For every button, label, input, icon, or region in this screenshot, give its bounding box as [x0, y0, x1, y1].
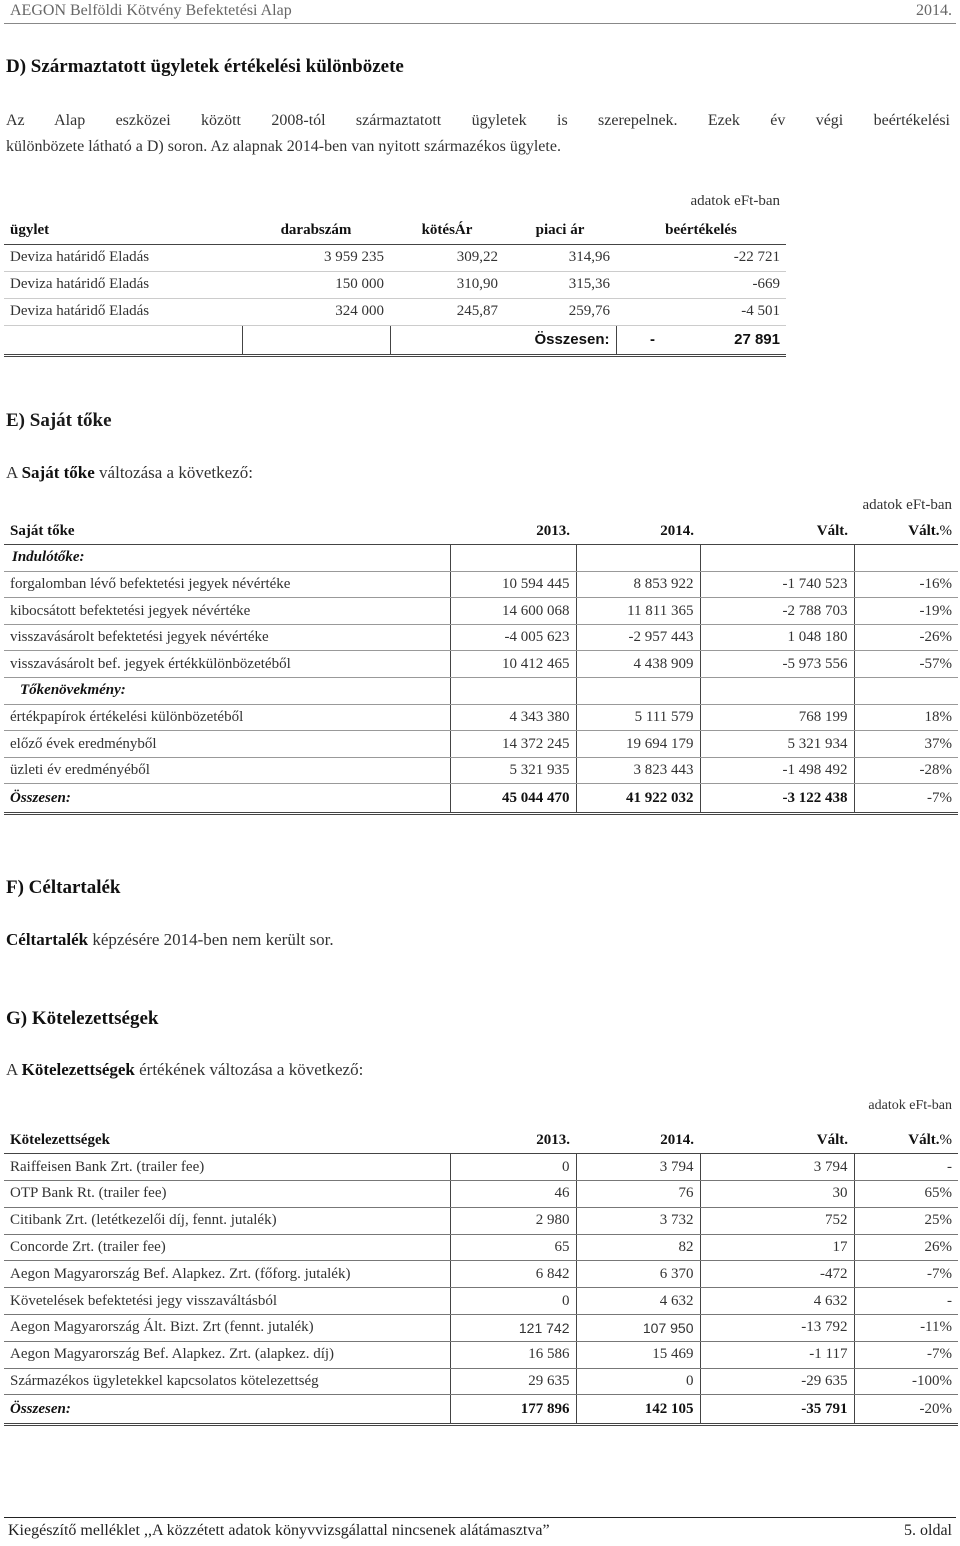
cell: -28%: [854, 757, 958, 784]
cell: 259,76: [504, 298, 616, 325]
cell: Concorde Zrt. (trailer fee): [4, 1234, 450, 1261]
cell: Származékos ügyletekkel kapcsolatos kötelezettség: [4, 1368, 450, 1395]
page-footer: [4, 1517, 956, 1540]
total-row: [4, 1395, 958, 1425]
cell: -3 122 438: [700, 784, 854, 814]
total-value-cell: [616, 325, 786, 355]
cell: -: [854, 1288, 958, 1315]
cell: [854, 545, 958, 572]
cell: 177 896: [450, 1395, 576, 1425]
derivatives-table: [4, 217, 786, 357]
cell: 4 438 909: [576, 651, 700, 678]
cell: 18%: [854, 704, 958, 731]
table-row: [4, 1368, 958, 1395]
table-row: [4, 704, 958, 731]
total-dash: -: [650, 331, 655, 348]
cell: 3 732: [576, 1207, 700, 1234]
cell: 309,22: [390, 244, 504, 271]
col-header-valt-pct-label: Vált.: [908, 522, 940, 539]
cell: -57%: [854, 651, 958, 678]
cell: 752: [700, 1207, 854, 1234]
col-header-valt-pct: [854, 518, 958, 545]
cell: Deviza határidő Eladás: [4, 271, 242, 298]
cell: 315,36: [504, 271, 616, 298]
intro-suffix: változása a következő:: [94, 463, 253, 482]
section-d-para-line1: Az Alap eszközei között 2008-tól származtatott ügyletek is szerepelnek. Ezek év végi beértékelési: [6, 112, 950, 129]
cell: -22 721: [616, 244, 786, 271]
cell: 5 111 579: [576, 704, 700, 731]
cell: 17: [700, 1234, 854, 1261]
cell: -472: [700, 1261, 854, 1288]
intro-bold: Kötelezettségek: [21, 1060, 135, 1079]
cell: Aegon Magyarország Ált. Bizt. Zrt (fennt. jutalék): [4, 1315, 450, 1342]
cell: 0: [576, 1368, 700, 1395]
table-row: [4, 731, 958, 758]
header-title: AEGON Belföldi Kötvény Befektetési Alap: [10, 2, 292, 19]
cell: 3 823 443: [576, 757, 700, 784]
section-g-unit: adatok eFt-ban: [868, 1098, 952, 1113]
intro-suffix: értékének változása a következő:: [134, 1060, 364, 1079]
cell: 41 922 032: [576, 784, 700, 814]
cell: [854, 678, 958, 705]
cell: [4, 325, 242, 355]
cell: Raiffeisen Bank Zrt. (trailer fee): [4, 1154, 450, 1181]
table-row: [4, 1315, 958, 1342]
cell: [390, 325, 504, 355]
cell: 4 632: [700, 1288, 854, 1315]
cell: 65: [450, 1234, 576, 1261]
section-f-title: F) Céltartalék: [6, 877, 121, 898]
cell: -11%: [854, 1315, 958, 1342]
cell: -5 973 556: [700, 651, 854, 678]
cell: 107 950: [576, 1315, 700, 1342]
table-row: [4, 271, 786, 298]
cell: 14 372 245: [450, 731, 576, 758]
table-row: [4, 1261, 958, 1288]
group-row: [4, 678, 958, 705]
cell: [576, 545, 700, 572]
cell: -669: [616, 271, 786, 298]
col-header-valt: Vált.: [700, 1127, 854, 1154]
cell: 768 199: [700, 704, 854, 731]
cell: -35 791: [700, 1395, 854, 1425]
cell: visszavásárolt bef. jegyek értékkülönbözetéből: [4, 651, 450, 678]
cell: 25%: [854, 1207, 958, 1234]
cell: 15 469: [576, 1341, 700, 1368]
cell: -4 005 623: [450, 624, 576, 651]
section-e-unit: adatok eFt-ban: [862, 497, 952, 513]
section-f-text: [6, 930, 334, 950]
total-label: Összesen:: [4, 784, 450, 814]
table-row: [4, 624, 958, 651]
cell: 26%: [854, 1234, 958, 1261]
cell: értékpapírok értékelési különbözetéből: [4, 704, 450, 731]
section-d-title: D) Származtatott ügyletek értékelési különbözete: [6, 56, 404, 77]
cell: 8 853 922: [576, 571, 700, 598]
col-header-pct-sign: %: [939, 1131, 952, 1148]
cell: Követelések befektetési jegy visszaváltásból: [4, 1288, 450, 1315]
cell: 121 742: [450, 1315, 576, 1342]
cell: előző évek eredményből: [4, 731, 450, 758]
col-header-kotesar: kötésÁr: [390, 217, 504, 244]
cell: -2 957 443: [576, 624, 700, 651]
cell: Aegon Magyarország Bef. Alapkez. Zrt. (főforg. jutalék): [4, 1261, 450, 1288]
intro-prefix: A: [6, 1060, 22, 1079]
cell: 1 048 180: [700, 624, 854, 651]
section-d-para-line2: különbözete látható a D) soron. Az alapnak 2014-ben van nyitott származékos ügylete.: [6, 138, 561, 155]
cell: -: [854, 1154, 958, 1181]
table-header-row: [4, 1127, 958, 1154]
cell: [450, 545, 576, 572]
cell: -7%: [854, 1261, 958, 1288]
cell: 29 635: [450, 1368, 576, 1395]
cell: -1 740 523: [700, 571, 854, 598]
cell: [700, 545, 854, 572]
cell: 76: [576, 1181, 700, 1208]
col-header-sajat-toke: Saját tőke: [4, 518, 450, 545]
table-row: [4, 571, 958, 598]
cell: 16 586: [450, 1341, 576, 1368]
cell: -29 635: [700, 1368, 854, 1395]
total-value: 27 891: [734, 331, 780, 348]
cell: 3 959 235: [242, 244, 390, 271]
cell: 4 632: [576, 1288, 700, 1315]
cell: -13 792: [700, 1315, 854, 1342]
intro-bold: Saját tőke: [21, 463, 95, 482]
table-header-row: [4, 217, 786, 244]
cell: Deviza határidő Eladás: [4, 298, 242, 325]
table-row: [4, 1234, 958, 1261]
cell: 14 600 068: [450, 598, 576, 625]
table-row: [4, 244, 786, 271]
cell: 3 794: [700, 1154, 854, 1181]
cell: 30: [700, 1181, 854, 1208]
cell: 5 321 934: [700, 731, 854, 758]
cell: 5 321 935: [450, 757, 576, 784]
cell: 6 842: [450, 1261, 576, 1288]
col-header-2014: 2014.: [576, 518, 700, 545]
cell: -4 501: [616, 298, 786, 325]
cell: 19 694 179: [576, 731, 700, 758]
cell: 37%: [854, 731, 958, 758]
cell: 142 105: [576, 1395, 700, 1425]
cell: 65%: [854, 1181, 958, 1208]
cell: kibocsátott befektetési jegyek névértéke: [4, 598, 450, 625]
col-header-2013: 2013.: [450, 1127, 576, 1154]
cell: 0: [450, 1154, 576, 1181]
col-header-beertekeles: beértékelés: [616, 217, 786, 244]
section-d-unit: adatok eFt-ban: [690, 193, 780, 209]
col-header-2013: 2013.: [450, 518, 576, 545]
col-header-valt-pct-label: Vált.: [908, 1131, 940, 1148]
group-label: Indulótőke:: [4, 545, 450, 572]
col-header-valt: Vált.: [700, 518, 854, 545]
intro-prefix: A: [6, 463, 22, 482]
cell: -100%: [854, 1368, 958, 1395]
cell: 45 044 470: [450, 784, 576, 814]
cell: -26%: [854, 624, 958, 651]
table-row: [4, 1288, 958, 1315]
total-label: Összesen:: [4, 1395, 450, 1425]
table-row: [4, 1181, 958, 1208]
cell: -16%: [854, 571, 958, 598]
cell: 245,87: [390, 298, 504, 325]
page-number: 5. oldal: [904, 1522, 952, 1539]
cell: 6 370: [576, 1261, 700, 1288]
cell: [242, 325, 390, 355]
cell: 324 000: [242, 298, 390, 325]
section-e-intro: [6, 463, 253, 483]
text-bold: Céltartalék: [6, 930, 89, 949]
cell: Citibank Zrt. (letétkezelői díj, fennt. jutalék): [4, 1207, 450, 1234]
col-header-2014: 2014.: [576, 1127, 700, 1154]
cell: OTP Bank Rt. (trailer fee): [4, 1181, 450, 1208]
cell: üzleti év eredményéből: [4, 757, 450, 784]
group-label: Tőkenövekmény:: [4, 678, 450, 705]
col-header-valt-pct: [854, 1127, 958, 1154]
table-row: [4, 757, 958, 784]
cell: [450, 678, 576, 705]
group-row: [4, 545, 958, 572]
cell: Deviza határidő Eladás: [4, 244, 242, 271]
cell: 314,96: [504, 244, 616, 271]
table-row: [4, 1207, 958, 1234]
total-row: [4, 784, 958, 814]
cell: 150 000: [242, 271, 390, 298]
total-label: Összesen:: [504, 325, 616, 355]
cell: -1 117: [700, 1341, 854, 1368]
table-row: [4, 598, 958, 625]
cell: [700, 678, 854, 705]
cell: -7%: [854, 784, 958, 814]
col-header-ugylet: ügylet: [4, 217, 242, 244]
col-header-darabszam: darabszám: [242, 217, 390, 244]
section-e-title: E) Saját tőke: [6, 410, 112, 431]
cell: 0: [450, 1288, 576, 1315]
header-year: 2014.: [916, 2, 952, 19]
cell: 2 980: [450, 1207, 576, 1234]
cell: [576, 678, 700, 705]
cell: 46: [450, 1181, 576, 1208]
cell: -19%: [854, 598, 958, 625]
page-header: [4, 0, 956, 24]
cell: 82: [576, 1234, 700, 1261]
cell: -7%: [854, 1341, 958, 1368]
cell: -20%: [854, 1395, 958, 1425]
cell: 10 594 445: [450, 571, 576, 598]
total-row: [4, 325, 786, 355]
cell: 3 794: [576, 1154, 700, 1181]
col-header-piaci-ar: piaci ár: [504, 217, 616, 244]
liabilities-table: [4, 1127, 958, 1426]
text-rest: képzésére 2014-ben nem került sor.: [88, 930, 334, 949]
table-row: [4, 1341, 958, 1368]
table-row: [4, 651, 958, 678]
cell: -1 498 492: [700, 757, 854, 784]
col-header-kotelezettsegek: Kötelezettségek: [4, 1127, 450, 1154]
section-g-intro: [6, 1060, 363, 1080]
col-header-pct-sign: %: [939, 522, 952, 539]
equity-table: [4, 518, 958, 815]
table-header-row: [4, 518, 958, 545]
cell: 11 811 365: [576, 598, 700, 625]
cell: Aegon Magyarország Bef. Alapkez. Zrt. (alapkez. díj): [4, 1341, 450, 1368]
section-g-title: G) Kötelezettségek: [6, 1008, 159, 1029]
table-row: [4, 298, 786, 325]
cell: 310,90: [390, 271, 504, 298]
footer-note: Kiegészítő melléklet ,,A közzétett adatok könyvvizsgálattal nincsenek alátámasztva”: [8, 1522, 550, 1539]
cell: 4 343 380: [450, 704, 576, 731]
cell: 10 412 465: [450, 651, 576, 678]
table-row: [4, 1154, 958, 1181]
cell: forgalomban lévő befektetési jegyek névértéke: [4, 571, 450, 598]
cell: -2 788 703: [700, 598, 854, 625]
cell: visszavásárolt befektetési jegyek névértéke: [4, 624, 450, 651]
